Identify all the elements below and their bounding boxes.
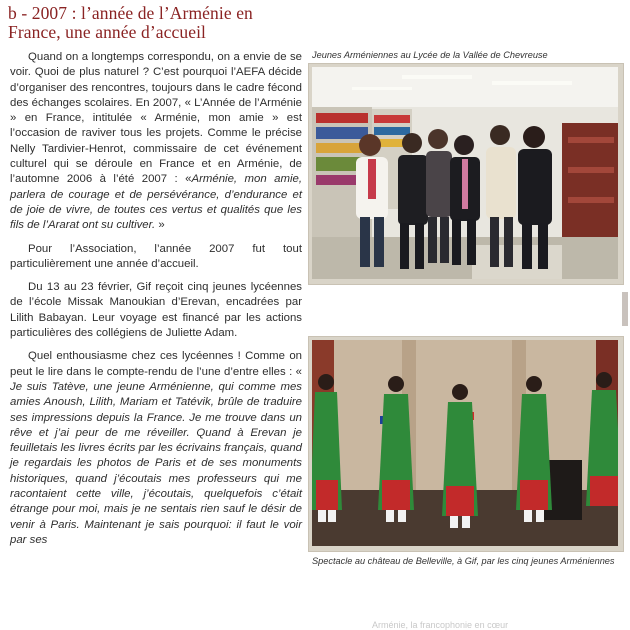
section-heading	[8, 4, 298, 42]
photo-1-frame	[308, 63, 624, 285]
page-side-marker	[622, 292, 628, 326]
heading-line-2: France, une année d’accueil	[8, 22, 207, 42]
article-text	[10, 50, 302, 556]
paragraph-2: Pour l’Association, l’année 2007 fut tout particulièrement une année d’accueil.	[10, 242, 302, 270]
photo-2-caption: Spectacle au château de Belleville, à Gif, par les cinq jeunes Arméniennes	[312, 556, 615, 566]
photo-1-caption: Jeunes Arméniennes au Lycée de la Vallée de Chevreuse	[312, 50, 548, 60]
quote-tateve: Je suis Tatève, une jeune Arménienne, qui comme mes amies Anoush, Lilith, Mariam et Tatévik, brûle de traduire ses impressions depuis la France. Je me trouve dans un rêve et j’ai peur de me réveiller. Quand à Erevan je feuilletais les livres écrits par les écrivains français, quand je regardais les photos de Paris et de ses monuments historiques, quand j’écoutais mes professeurs qui me racontaient cette ville, j’écoutais, quelquefois c’était étrange pour moi, mais je ne sentais rien sauf le désir de venir à Paris. Maintenant je sais pourquoi: il faut le voir par ses	[10, 380, 302, 546]
heading-line-1: b - 2007 : l’année de l’Arménie en	[8, 3, 253, 23]
footer-ghost-text: Arménie, la francophonie en cœur	[372, 620, 509, 630]
photo-lycee-students	[312, 67, 620, 281]
photo-belleville-performance	[312, 340, 620, 548]
paragraph-1: Quand on a longtemps correspondu, on a envie de se voir. Quoi de plus naturel ? C’est pourquoi l’AEFA décide d’organiser des rencontres, toujours dans le cadre fécond des échanges scolaires. En 2007, « L’Année de l’Arménie » en France, intitulée « Arménie, mon amie » est l’occasion de raviver tous les projets. Comme le précise Nelly Tardivier-Henrot, commissaire de cet événement culturel qui se déroule en France et en Arménie, de l’automne 2006 à l’été 2007 : «Arménie, mon amie, parlera de courage et de persévérance, d’endurance et de joie de vivre, de toutes ces vertus et qualités que les fils de l’Ararat ont su cultiver. »	[10, 51, 302, 232]
paragraph-3: Du 13 au 23 février, Gif reçoit cinq jeunes lycéennes de l’école Missak Manoukian d’Erevan, encadrées par Lilith Babayan. Leur voyage est financé par les actions particulières des collégiens de Juliette Adam.	[10, 281, 302, 340]
photo-2-frame	[308, 336, 624, 552]
quote-armenie-mon-amie: Arménie, mon amie, parlera de courage et de persévérance, d’endurance et de joie de vivre, de toutes ces vertus et qualités que les fils de l’Ararat ont su cultiver.	[10, 173, 302, 232]
paragraph-4: Quel enthousiasme chez ces lycéennes ! Comme on peut le lire dans le compte-rendu de l’une d’entre elles : « Je suis Tatève, une jeune Arménienne, qui comme mes amies Anoush, Lilith, Mariam et Tatévik, brûle de traduire ses impressions depuis la France. Je me trouve dans un rêve et j’ai peur de me réveiller. Quand à Erevan je feuilletais les livres écrits par les écrivains français, quand je regardais les photos de Paris et de ses monuments historiques, quand j’écoutais mes professeurs qui me racontaient cette ville, j’écoutais, quelquefois c’était étrange pour moi, mais je ne sentais rien sauf le désir de venir à Paris. Maintenant je sais pourquoi: il faut le voir par ses	[10, 350, 302, 546]
